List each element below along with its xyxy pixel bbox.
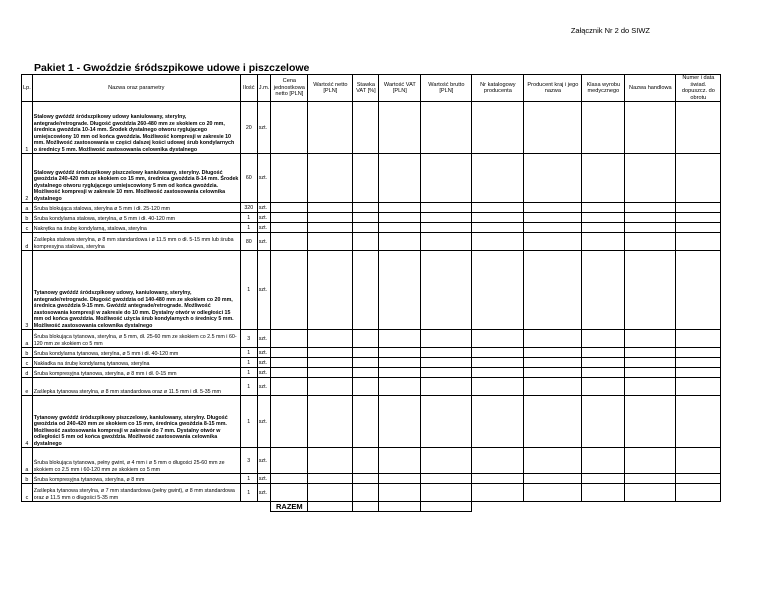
row-lp: b bbox=[22, 474, 33, 484]
empty-cell[interactable] bbox=[421, 348, 472, 358]
row-description: Śruba blokująca tytanowa, pełny gwint, ø 4 mm i ø 5 mm o długości 25-60 mm ze skokiem co 2.5 mm i 60-120 mm ze skokiem co 5 mm bbox=[32, 448, 240, 474]
row-unit: szt. bbox=[257, 233, 271, 251]
table-row bbox=[22, 348, 721, 358]
row-description: Śruba blokująca stalowa, sterylna ø 5 mm i dł. 25-120 mm bbox=[32, 203, 240, 213]
table-row bbox=[22, 358, 721, 368]
empty-cell[interactable] bbox=[271, 484, 308, 502]
price-table bbox=[21, 74, 721, 512]
empty-cell[interactable] bbox=[379, 484, 421, 502]
empty-cell[interactable] bbox=[353, 251, 379, 330]
table-row bbox=[22, 396, 721, 448]
row-quantity: 1 bbox=[240, 223, 257, 233]
row-quantity: 20 bbox=[240, 102, 257, 154]
empty-cell[interactable] bbox=[625, 102, 676, 154]
empty-cell[interactable] bbox=[379, 223, 421, 233]
table-row bbox=[22, 154, 721, 203]
row-quantity: 320 bbox=[240, 203, 257, 213]
row-description: Zaślepka tytanowa sterylna, ø 7 mm standardowa (pełny gwint), ø 8 mm standardowa oraz ø 11.5 mm o długości 5-35 mm bbox=[32, 484, 240, 502]
empty-cell[interactable] bbox=[582, 203, 625, 213]
total-cell[interactable] bbox=[421, 502, 472, 512]
empty-cell[interactable] bbox=[353, 223, 379, 233]
empty-cell[interactable] bbox=[379, 448, 421, 474]
total-cell[interactable] bbox=[379, 502, 421, 512]
table-row bbox=[22, 368, 721, 378]
empty-cell[interactable] bbox=[582, 358, 625, 368]
empty-cell[interactable] bbox=[271, 448, 308, 474]
empty-cell[interactable] bbox=[308, 358, 353, 368]
table-row bbox=[22, 484, 721, 502]
total-label: RAZEM bbox=[271, 502, 308, 512]
column-header-certificate: Numer i data świad. dopuszcz. do obrotu bbox=[676, 75, 721, 102]
empty-cell[interactable] bbox=[379, 213, 421, 223]
empty-cell[interactable] bbox=[379, 378, 421, 396]
empty-cell[interactable] bbox=[472, 368, 524, 378]
empty-cell[interactable] bbox=[582, 484, 625, 502]
empty-cell[interactable] bbox=[472, 213, 524, 223]
column-header-net-value: Wartość netto [PLN] bbox=[308, 75, 353, 102]
row-description: Śruba blokująca tytanowa, sterylna, ø 5 mm, dł. 25-60 mm ze skokiem co 2.5 mm i 60-120 mm ze skokiem co 5 mm bbox=[32, 330, 240, 348]
empty-cell[interactable] bbox=[625, 396, 676, 448]
empty-cell[interactable] bbox=[524, 368, 582, 378]
empty-cell[interactable] bbox=[379, 154, 421, 203]
empty-cell[interactable] bbox=[308, 203, 353, 213]
empty-cell[interactable] bbox=[582, 213, 625, 223]
row-lp: a bbox=[22, 203, 33, 213]
empty-cell[interactable] bbox=[676, 368, 721, 378]
table-row bbox=[22, 378, 721, 396]
column-header-quantity: Ilość bbox=[240, 75, 257, 102]
empty-cell[interactable] bbox=[625, 484, 676, 502]
column-header-gross-value: Wartość brutto [PLN] bbox=[421, 75, 472, 102]
row-unit: szt. bbox=[257, 448, 271, 474]
empty-cell[interactable] bbox=[353, 154, 379, 203]
column-header-producer: Producent kraj i jego nazwa bbox=[524, 75, 582, 102]
empty-cell[interactable] bbox=[271, 330, 308, 348]
empty-cell[interactable] bbox=[625, 368, 676, 378]
row-unit: szt. bbox=[257, 378, 271, 396]
column-header-unit: J.m. bbox=[257, 75, 271, 102]
table-row bbox=[22, 330, 721, 348]
empty-cell[interactable] bbox=[271, 102, 308, 154]
empty-cell[interactable] bbox=[421, 448, 472, 474]
row-description: Zaślepka stalowa sterylna, ø 8 mm standardowa i ø 11.5 mm o dł. 5-15 mm lub śruba kompresyjna stalowa, sterylna bbox=[32, 233, 240, 251]
empty-cell[interactable] bbox=[472, 154, 524, 203]
row-unit: szt. bbox=[257, 203, 271, 213]
empty-cell[interactable] bbox=[421, 358, 472, 368]
column-header-trade-name: Nazwa handlowa bbox=[625, 75, 676, 102]
empty-cell[interactable] bbox=[524, 484, 582, 502]
empty-cell[interactable] bbox=[472, 448, 524, 474]
empty-cell[interactable] bbox=[472, 223, 524, 233]
empty-cell[interactable] bbox=[472, 378, 524, 396]
empty-cell[interactable] bbox=[582, 368, 625, 378]
empty-cell[interactable] bbox=[308, 378, 353, 396]
empty-cell[interactable] bbox=[524, 251, 582, 330]
empty-cell[interactable] bbox=[524, 330, 582, 348]
row-quantity: 60 bbox=[240, 154, 257, 203]
empty-cell[interactable] bbox=[524, 474, 582, 484]
row-description: Śruba kompresyjna tytanowa, sterylna, ø 8 mm i dł. 0-15 mm bbox=[32, 368, 240, 378]
empty-cell[interactable] bbox=[353, 348, 379, 358]
empty-cell[interactable] bbox=[625, 213, 676, 223]
empty-cell[interactable] bbox=[271, 154, 308, 203]
empty-cell[interactable] bbox=[421, 233, 472, 251]
empty-cell[interactable] bbox=[625, 330, 676, 348]
empty-cell[interactable] bbox=[308, 330, 353, 348]
empty-cell[interactable] bbox=[353, 203, 379, 213]
empty-cell[interactable] bbox=[421, 474, 472, 484]
empty-cell[interactable] bbox=[271, 223, 308, 233]
row-quantity: 1 bbox=[240, 484, 257, 502]
row-unit: szt. bbox=[257, 213, 271, 223]
empty-cell[interactable] bbox=[353, 396, 379, 448]
table-row bbox=[22, 213, 721, 223]
column-header-name-params: Nazwa oraz parametry bbox=[32, 75, 240, 102]
row-description: Nakładka na śrubę kondylarną tytanowa, sterylna bbox=[32, 358, 240, 368]
row-unit: szt. bbox=[257, 484, 271, 502]
empty-cell[interactable] bbox=[308, 102, 353, 154]
empty-cell[interactable] bbox=[582, 474, 625, 484]
empty-cell[interactable] bbox=[472, 330, 524, 348]
table-row bbox=[22, 102, 721, 154]
empty-cell[interactable] bbox=[421, 213, 472, 223]
empty-cell[interactable] bbox=[421, 102, 472, 154]
table-row bbox=[22, 251, 721, 330]
empty-cell[interactable] bbox=[308, 251, 353, 330]
row-description: Śruba kondylarna tytanowa, sterylna, ø 5 mm i dł. 40-120 mm bbox=[32, 348, 240, 358]
row-unit: szt. bbox=[257, 251, 271, 330]
row-quantity: 1 bbox=[240, 213, 257, 223]
row-quantity: 3 bbox=[240, 448, 257, 474]
empty-cell[interactable] bbox=[353, 448, 379, 474]
row-description: Zaślepka tytanowa sterylna, ø 8 mm standardowa oraz ø 11.5 mm i dł. 5-35 mm bbox=[32, 378, 240, 396]
empty-cell[interactable] bbox=[676, 223, 721, 233]
row-description: Śruba kondylarna stalowa, sterylna, ø 5 mm i dł. 40-120 mm bbox=[32, 213, 240, 223]
empty-cell[interactable] bbox=[271, 378, 308, 396]
total-cell[interactable] bbox=[308, 502, 353, 512]
total-row bbox=[22, 502, 721, 512]
empty-cell[interactable] bbox=[472, 203, 524, 213]
table-row bbox=[22, 474, 721, 484]
row-unit: szt. bbox=[257, 223, 271, 233]
table-header-row bbox=[22, 75, 721, 102]
empty-cell[interactable] bbox=[308, 154, 353, 203]
empty-cell[interactable] bbox=[582, 154, 625, 203]
row-quantity: 1 bbox=[240, 358, 257, 368]
row-quantity: 80 bbox=[240, 233, 257, 251]
empty-cell[interactable] bbox=[308, 396, 353, 448]
empty-cell[interactable] bbox=[625, 233, 676, 251]
empty-cell[interactable] bbox=[308, 348, 353, 358]
empty-cell[interactable] bbox=[308, 368, 353, 378]
row-quantity: 1 bbox=[240, 396, 257, 448]
empty-cell[interactable] bbox=[472, 251, 524, 330]
row-description: Nakrętka na śrubę kondylarną, stalowa, sterylna bbox=[32, 223, 240, 233]
column-header-unit-price: Cena jednostkowa netto [PLN] bbox=[271, 75, 308, 102]
empty-cell[interactable] bbox=[379, 474, 421, 484]
empty-cell[interactable] bbox=[421, 223, 472, 233]
empty-cell[interactable] bbox=[472, 348, 524, 358]
empty-cell[interactable] bbox=[379, 251, 421, 330]
row-unit: szt. bbox=[257, 154, 271, 203]
row-unit: szt. bbox=[257, 368, 271, 378]
row-unit: szt. bbox=[257, 348, 271, 358]
empty-cell[interactable] bbox=[472, 396, 524, 448]
column-header-device-class: Klasa wyrobu medycznego bbox=[582, 75, 625, 102]
empty-cell[interactable] bbox=[676, 251, 721, 330]
empty-cell[interactable] bbox=[421, 330, 472, 348]
row-lp: c bbox=[22, 358, 33, 368]
row-lp: 2 bbox=[22, 154, 33, 203]
empty-cell[interactable] bbox=[271, 233, 308, 251]
row-unit: szt. bbox=[257, 396, 271, 448]
empty-cell[interactable] bbox=[353, 368, 379, 378]
empty-cell[interactable] bbox=[625, 358, 676, 368]
row-quantity: 3 bbox=[240, 330, 257, 348]
empty-cell[interactable] bbox=[676, 213, 721, 223]
row-lp: b bbox=[22, 213, 33, 223]
empty-cell[interactable] bbox=[308, 474, 353, 484]
empty-cell[interactable] bbox=[625, 348, 676, 358]
row-description: Stalowy gwóźdź śródszpikowy piszczelowy kaniulowany, sterylny. Długość gwoździa 240-420 mm ze skokiem co 15 mm, średnica gwoździa 8-14 mm. Środek dystalnego otworu ryglującego umiejscowiony 5 mm od końca gwoździa. Możliwość kompresji w zakresie 10 mm. Możliwość zastosowania celownika dystalnego bbox=[32, 154, 240, 203]
empty-cell[interactable] bbox=[676, 448, 721, 474]
empty-cell[interactable] bbox=[379, 102, 421, 154]
empty-cell[interactable] bbox=[353, 378, 379, 396]
empty-cell[interactable] bbox=[421, 484, 472, 502]
empty-cell[interactable] bbox=[271, 251, 308, 330]
empty-cell[interactable] bbox=[472, 233, 524, 251]
empty-cell[interactable] bbox=[353, 213, 379, 223]
empty-cell[interactable] bbox=[676, 378, 721, 396]
empty-cell[interactable] bbox=[625, 378, 676, 396]
empty-cell[interactable] bbox=[625, 251, 676, 330]
empty-cell[interactable] bbox=[379, 358, 421, 368]
empty-cell[interactable] bbox=[421, 378, 472, 396]
empty-cell[interactable] bbox=[582, 348, 625, 358]
row-lp: a bbox=[22, 448, 33, 474]
empty-cell[interactable] bbox=[271, 203, 308, 213]
empty-cell[interactable] bbox=[379, 330, 421, 348]
empty-cell[interactable] bbox=[676, 396, 721, 448]
row-lp: b bbox=[22, 348, 33, 358]
row-description: Tytanowy gwóźdź śródszpikowy udowy, kaniulowany, sterylny, antegrade/retrograde. Długość gwoździa od 140-480 mm ze skokiem co 20 mm, średnica gwoździa 9-15 mm. Gwóźdź antegrade/retrograde. Możliwość zastosowania kompresji w zakresie do 10 mm. Dystalny otwór w odległości 15 mm od końca gwoździa. Możliwość użycia śrub kondylarnych o średnicy 5 mm. Możliwość zastosowania celownika dystalnego bbox=[32, 251, 240, 330]
row-description: Śruba kompresyjna tytanowa, sterylna, ø 8 mm bbox=[32, 474, 240, 484]
empty-cell[interactable] bbox=[582, 396, 625, 448]
empty-cell[interactable] bbox=[625, 203, 676, 213]
empty-cell[interactable] bbox=[582, 102, 625, 154]
row-quantity: 1 bbox=[240, 474, 257, 484]
empty-cell[interactable] bbox=[582, 448, 625, 474]
empty-cell[interactable] bbox=[308, 223, 353, 233]
empty-cell[interactable] bbox=[421, 396, 472, 448]
empty-cell[interactable] bbox=[524, 378, 582, 396]
row-lp: c bbox=[22, 223, 33, 233]
table-row bbox=[22, 448, 721, 474]
empty-cell[interactable] bbox=[582, 251, 625, 330]
empty-cell[interactable] bbox=[421, 251, 472, 330]
table-row bbox=[22, 233, 721, 251]
empty-cell[interactable] bbox=[271, 358, 308, 368]
empty-cell[interactable] bbox=[582, 233, 625, 251]
empty-cell[interactable] bbox=[524, 102, 582, 154]
empty-cell[interactable] bbox=[472, 102, 524, 154]
empty-cell[interactable] bbox=[676, 474, 721, 484]
empty-cell[interactable] bbox=[472, 358, 524, 368]
empty-cell[interactable] bbox=[582, 378, 625, 396]
empty-cell[interactable] bbox=[353, 233, 379, 251]
empty-cell[interactable] bbox=[379, 348, 421, 358]
empty-cell[interactable] bbox=[379, 396, 421, 448]
empty-cell[interactable] bbox=[271, 213, 308, 223]
empty-cell[interactable] bbox=[524, 448, 582, 474]
annex-label: Załącznik Nr 2 do SIWZ bbox=[570, 26, 650, 35]
column-header-catalog-number: Nr katalogowy producenta bbox=[472, 75, 524, 102]
table-row bbox=[22, 203, 721, 213]
total-cell[interactable] bbox=[353, 502, 379, 512]
row-quantity: 1 bbox=[240, 368, 257, 378]
row-lp: d bbox=[22, 233, 33, 251]
empty-cell[interactable] bbox=[676, 102, 721, 154]
row-description: Stalowy gwóźdź śródszpikowy udowy kaniulowany, sterylny, antegrade/retrograde. Długość gwoździa 260-480 mm ze skokiem co 20 mm, średnica gwoździa 10-14 mm. Środek dystalnego otworu ryglującego umiejscowiony 10 mm od końca gwoździa. Możliwość kompresji w zakresie 10 mm. Możliwość zastosowania w części dalszej kości udowej śrub kondylarnych o średnicy 5 mm. Możliwość zastosowania celownika dystalnego bbox=[32, 102, 240, 154]
empty-cell[interactable] bbox=[379, 203, 421, 213]
page-title: Pakiet 1 - Gwoździe śródszpikowe udowe i piszczelowe bbox=[34, 62, 310, 74]
row-lp: d bbox=[22, 368, 33, 378]
table-row bbox=[22, 223, 721, 233]
empty-cell[interactable] bbox=[524, 348, 582, 358]
empty-cell[interactable] bbox=[353, 102, 379, 154]
row-lp: a bbox=[22, 330, 33, 348]
empty-cell[interactable] bbox=[421, 154, 472, 203]
row-unit: szt. bbox=[257, 330, 271, 348]
row-description: Tytanowy gwóźdź śródszpikowy piszczelowy, kaniulowany, sterylny. Długość gwoździa od 240-420 mm ze skokiem co 15 mm, średnica gwoździa 8-15 mm. Możliwość zastosowania kompresji w zakresie do 7 mm. Dystalny otwór w odległości 5 mm od końca gwoździa. Możliwość zastosowania celownika dystalnego bbox=[32, 396, 240, 448]
row-lp: 4 bbox=[22, 396, 33, 448]
empty-cell[interactable] bbox=[625, 474, 676, 484]
row-quantity: 1 bbox=[240, 251, 257, 330]
empty-cell[interactable] bbox=[582, 330, 625, 348]
row-lp: 3 bbox=[22, 251, 33, 330]
empty-cell[interactable] bbox=[421, 203, 472, 213]
empty-cell[interactable] bbox=[353, 484, 379, 502]
empty-cell[interactable] bbox=[676, 484, 721, 502]
empty-cell[interactable] bbox=[353, 474, 379, 484]
column-header-vat-rate: Stawka VAT [%] bbox=[353, 75, 379, 102]
empty-cell[interactable] bbox=[676, 358, 721, 368]
empty-cell[interactable] bbox=[676, 330, 721, 348]
empty-cell[interactable] bbox=[676, 154, 721, 203]
empty-cell[interactable] bbox=[625, 154, 676, 203]
empty-cell[interactable] bbox=[308, 484, 353, 502]
empty-cell[interactable] bbox=[524, 223, 582, 233]
empty-cell[interactable] bbox=[472, 484, 524, 502]
empty-cell[interactable] bbox=[271, 368, 308, 378]
empty-cell[interactable] bbox=[271, 348, 308, 358]
row-lp: c bbox=[22, 484, 33, 502]
empty-cell[interactable] bbox=[582, 223, 625, 233]
empty-cell[interactable] bbox=[271, 396, 308, 448]
empty-cell[interactable] bbox=[524, 203, 582, 213]
empty-cell[interactable] bbox=[524, 396, 582, 448]
empty-cell[interactable] bbox=[524, 233, 582, 251]
empty-cell[interactable] bbox=[308, 213, 353, 223]
row-lp: e bbox=[22, 378, 33, 396]
empty-cell[interactable] bbox=[271, 474, 308, 484]
total-spacer bbox=[22, 502, 271, 512]
empty-cell[interactable] bbox=[676, 233, 721, 251]
empty-cell[interactable] bbox=[308, 448, 353, 474]
empty-cell[interactable] bbox=[379, 368, 421, 378]
empty-cell[interactable] bbox=[625, 448, 676, 474]
empty-cell[interactable] bbox=[524, 358, 582, 368]
empty-cell[interactable] bbox=[524, 213, 582, 223]
empty-cell[interactable] bbox=[353, 330, 379, 348]
empty-cell[interactable] bbox=[524, 154, 582, 203]
row-unit: szt. bbox=[257, 102, 271, 154]
row-quantity: 1 bbox=[240, 378, 257, 396]
empty-cell[interactable] bbox=[379, 233, 421, 251]
empty-cell[interactable] bbox=[676, 348, 721, 358]
empty-cell[interactable] bbox=[353, 358, 379, 368]
row-unit: szt. bbox=[257, 358, 271, 368]
empty-cell[interactable] bbox=[625, 223, 676, 233]
column-header-lp: Lp. bbox=[22, 75, 33, 102]
row-lp: 1 bbox=[22, 102, 33, 154]
row-unit: szt. bbox=[257, 474, 271, 484]
empty-cell[interactable] bbox=[421, 368, 472, 378]
row-quantity: 1 bbox=[240, 348, 257, 358]
column-header-vat-value: Wartość VAT [PLN] bbox=[379, 75, 421, 102]
empty-cell[interactable] bbox=[676, 203, 721, 213]
empty-cell[interactable] bbox=[472, 474, 524, 484]
empty-cell[interactable] bbox=[308, 233, 353, 251]
